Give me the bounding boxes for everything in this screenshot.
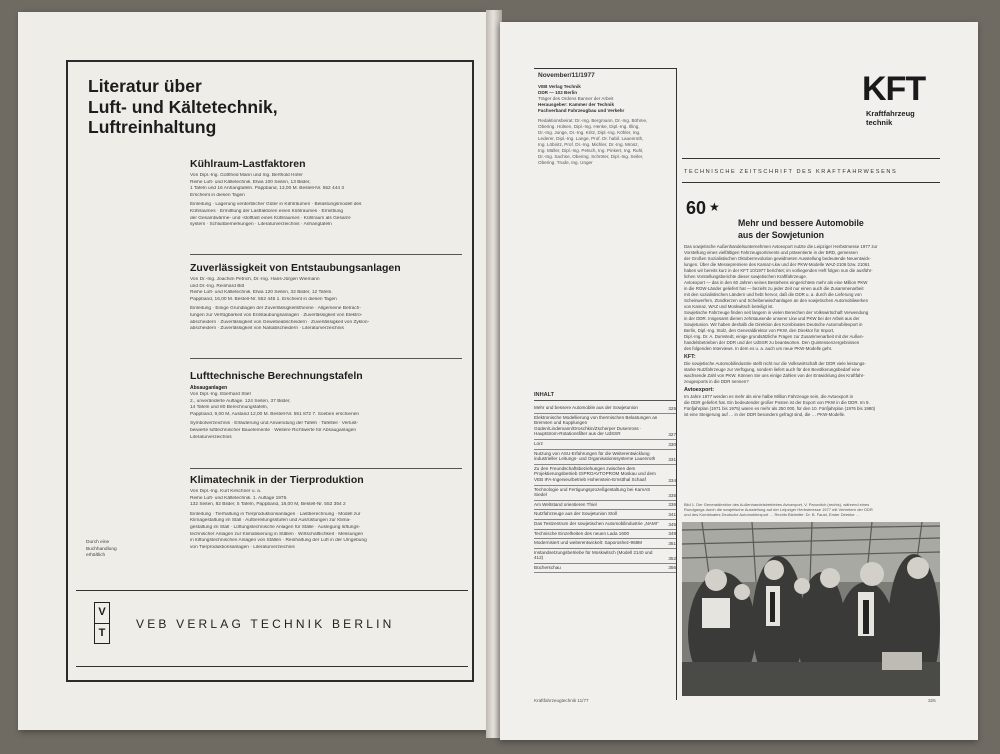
toc-entry-title: Nutzung von ASU-Erfahrungen für die Weiterentwicklung industrieller Leitungs- und Organisationssysteme Lauenroth	[534, 450, 656, 462]
toc-entry	[534, 564, 676, 574]
imprint-line: Lederer, Dipl.-Ing. Lange, Prof. Dr. habil. Lauenroth,	[538, 136, 644, 141]
imprint-line: Ing. Löbnitz, Prof. Dr.-Ing. Michler, Dr.-Ing. Mrosz,	[538, 142, 639, 147]
toc-entry	[534, 414, 676, 440]
text-line: Sowjetische Fahrzeuge finden seit langem in vielen Bereichen der Volkswirtschaft Verwendung	[684, 310, 869, 315]
order-note: Durch eine Buchhandlung erhältlich	[86, 540, 117, 559]
right-page	[500, 22, 978, 740]
photo-caption	[684, 502, 940, 517]
toc-entry-page: 334	[668, 477, 676, 483]
book-description	[190, 489, 462, 551]
text-line: Von Dipl.-Ing. Kurt Kirschner u. a.	[190, 489, 262, 494]
text-line: zeugexports in die DDR nennen?	[684, 379, 749, 384]
toc-entry-page: 345	[668, 521, 676, 527]
text-line: abscheidern · Zuverlässigkeit von Gewebeabscheidern · Zuverlässigkeit von Zyklon-	[190, 319, 370, 325]
text-line: handelsbetrieben der DDR und der UdSSR zu beantworten. Den Quintessenzergebnissen	[684, 340, 860, 345]
text-line: wachsende Zahl von PKW. Können Sie uns einige Zahlen von der Entwicklung des Kraftfahr-	[684, 373, 865, 378]
book-entry	[190, 370, 462, 441]
magazine-logo: KFT	[862, 70, 926, 108]
footer-journal: Kraftfahrzeugtechnik 11/77	[534, 698, 589, 703]
toc-entry-title: Zu den Freundschaftsbeziehungen zwischen dem Projektierungsbetrieb GIPROAVTOPROM Moskau und dem VEB IFA-Ingenieurbetrieb Hohenstein-Ernstthal Schaaf	[534, 465, 656, 482]
text-line: Scheinwerfern, Zündkerzen und Scheibenwischanlagen an den sowjetischen Automobilwerken	[684, 298, 869, 303]
text-line: in die RGW-Länder geliefert hat — bezieht zu jeder Zeit nur einen auch die Zusammenarbeit	[684, 286, 864, 291]
text-line: Einleitung · Einige Grundlagen der Zuverlässigkeitstheorie · Allgemeine Betrach-	[190, 306, 361, 312]
book-title: Zuverlässigkeit von Entstaubungsanlagen	[190, 262, 401, 274]
toc-entry	[534, 440, 676, 450]
toc-entry-title: Elektronische Modellierung von thermischen Belastungen an Bremsen und Kupplungen Güden/Lindemann/Droschkin/Zscherper Dusenross · Hauptstrom-Rotationsfilter aus der UdSSR	[534, 414, 658, 437]
text-line: Von Dr.-Ing. Joachim Petrich, Dr.-Ing. Hans-Jürgen Wiemann	[190, 277, 320, 282]
text-line: von Tierproduktionsanlagen · Literaturverzeichnis	[190, 544, 295, 550]
text-line: Das sowjetische Außenhandelsunternehmen Avtoexport nutzte die Leipziger Herbstmesse 1977 zur	[684, 244, 878, 249]
text-line: tungen zur Verfügbarkeit von Entstaubungsanlagen · Zuverlässigkeit von Elektro-	[190, 312, 363, 318]
text-line: system · Schlußbemerkungen · Literaturverzeichnis · Anhangtafeln	[190, 222, 332, 228]
text-line: Klimagestaltung im Stall · Aufbereitungsstufen und Ausrüstungen zur Klima-	[190, 518, 351, 524]
imprint-line: Dr.-Ing. Junge, Dr.-Ing. Kritz, Dipl.-Ing. Köhler, Ing.	[538, 130, 641, 135]
page-number: 325	[928, 698, 936, 703]
divider	[76, 590, 468, 591]
text-line: ist eine Steigerung auf … in der DDR besonders gefragt sind, die … PKW-Modelle.	[684, 412, 846, 417]
divider	[76, 666, 468, 667]
text-line: Einleitung · Lagerung verderblicher Güter in Kühlräumen · Belastungsmodell des	[190, 202, 362, 208]
imprint-line: Obering. Hülsen, Dipl.-Ing. Henke, Dipl.-Ing. Illing,	[538, 124, 640, 129]
text-line: Pappband, 9,00 M, Ausland 12,00 M. Bestell-Nr. 551 872 7. Soeben erschienen	[190, 411, 360, 417]
toc-entry	[534, 465, 676, 486]
book-entry	[190, 474, 462, 551]
divider	[190, 468, 462, 469]
text-line: starke Nutzfahrzeuge zur Verfügung, sondern liefert auch für den Bevölkerungsbedarf eine	[684, 367, 860, 372]
text-line: Reihe Luft- und Kältetechnik. Etwa 100 Seiten, 13 Bilder,	[190, 179, 311, 185]
text-line: Bild 1. Der Generaldirektor des Außenhandelsbetriebes Avtoexport, V. Panovitch (rechts), während eines	[684, 502, 870, 507]
publisher-name: VEB VERLAG TECHNIK BERLIN	[136, 617, 395, 631]
imprint-line: Fachverband Fahrzeugbau und Verkehr	[538, 108, 625, 113]
book-description	[190, 277, 462, 333]
toc-entry-title: Bücherschau	[534, 564, 561, 570]
text-line: haben wir bereits kurz in der KFT 10/1977 berichtet; im vorliegenden Heft folgen nun die ausführ-	[684, 268, 873, 273]
toc-entry-page: 335	[668, 492, 676, 498]
magazine-tagline: TECHNISCHE ZEITSCHRIFT DES KRAFTFAHRWESENS	[684, 169, 898, 175]
book-advertisement	[66, 60, 474, 682]
toc-entry-title: Das Testzentrum der sowjetischen Automobilindustrie „NAMI“	[534, 520, 659, 526]
divider	[682, 158, 940, 159]
text-line: Symbolverzeichnis · Erläuterung und Anwendung der Tafeln · Tafelteil · Verlust-	[190, 421, 359, 427]
toc-entry-title: Nutzfahrzeuge aus der Sowjetunion Stoll	[534, 511, 617, 517]
interview-answer-label: Avtoexport:	[684, 387, 715, 393]
book-description	[190, 392, 462, 441]
toc-entry-title: Mehr und bessere Automobile aus der Sowjetunion	[534, 405, 638, 410]
imprint-line: VEB Verlag Technik	[538, 84, 581, 89]
toc-heading: INHALT	[534, 392, 676, 401]
text-line: Dipl.-Ing. Dr. A. Dumstedt, einige grundsätzliche Fragen zur Zusammenarbeit mit der Außen-	[684, 334, 864, 339]
text-line: mit den sozialistischen Ländern und hebt hervor, daß die DDR u. a. durch die Lieferung von	[684, 292, 862, 297]
left-page	[18, 12, 488, 730]
text-line: Die sowjetische Automobilindustrie stellt nicht nur die Volkswirtschaft der DDR viele leistungs-	[684, 361, 866, 366]
toc-entry-page: 341	[668, 511, 676, 517]
text-line: Reihe Luft- und Kältetechnik. 1. Auflage 1976.	[190, 495, 288, 501]
text-line: der Großen Sozialistischen Oktoberrevolution gewidmeten Ausstellung bedeutende Neuentwick-	[684, 256, 871, 261]
toc-entry-page: 327	[668, 431, 676, 437]
toc-entry	[534, 404, 676, 414]
divider	[534, 68, 676, 69]
news-photo	[682, 522, 940, 696]
text-line: Kühlraumes · Ermittlung der Lastfaktoren eines Kühlraumes · Ermittlung	[190, 208, 344, 214]
text-line: Rundgangs durch die sowjetische Ausstellung auf der Leipziger Herbstmesse 1977 mit Vertretern der DDR	[684, 507, 873, 512]
text-line: 2., unveränderte Auflage. 124 Seiten, 37 Bilder,	[190, 398, 291, 404]
text-line: Erscheint in diesen Tagen	[190, 192, 245, 198]
text-line: abscheidern · Zuverlässigkeit von Naßabscheidern · Literaturverzeichnis	[190, 326, 344, 332]
text-line: Berlin, Dipl.-Ing. Stolz, den Generaldirektor von PKW, den Direktor für Import,	[684, 328, 835, 333]
text-line: technischer Anlagen zur Klimatisierung in Ställen · Wirtschaftlichkeit · Messungen	[190, 531, 364, 537]
book-title: Kühlraum-Lastfaktoren	[190, 158, 306, 170]
text-line: Von Dipl.-Ing. Gottfried Mann und Ing. Berthold Hofer	[190, 173, 303, 178]
toc-entry-title: Instandsetzungsbetriebe für Moskwitsch (Modell 2140 und 412)	[534, 549, 653, 561]
book-subtitle: Absauganlagen	[190, 385, 228, 391]
text-line: in lüftungstechnischen Anlagen von Ställen · Reinhaltung der Luft in der Umgebung	[190, 538, 367, 544]
table-of-contents	[534, 392, 676, 573]
toc-entry-page: 330	[668, 441, 676, 447]
imprint-line: Redaktionsbeirat: Dr.-Ing. Bergmann, Dr.-Ing. Böhme,	[538, 118, 648, 123]
book-entry	[190, 262, 462, 333]
toc-entry-title: Lorz	[534, 440, 543, 446]
text-line: gestaltung im Stall · Lüftungstechnische Anlagen für Ställe · Auslegung lüftungs-	[190, 524, 361, 530]
toc-entry	[534, 549, 676, 564]
toc-entry-page: 336	[668, 502, 676, 508]
toc-entry-title: Am Weltstand orientieren Thiel	[534, 501, 597, 507]
text-line: des folgenden Interviews. In dem es u. a. auch um neue PKW-Modelle geht.	[684, 346, 833, 351]
text-line: 132 Seiten, 82 Bilder, 5 Tafeln, Pappband, 18,00 M, Bestell-Nr. 552 354 2	[190, 502, 346, 508]
text-line: von Kamaz, WAZ und Moskwitsch beteiligt ist.	[684, 304, 774, 309]
divider	[682, 182, 940, 183]
publisher-logo: V T	[94, 602, 110, 644]
interview-question-label: KFT:	[684, 354, 696, 360]
book-title: Klimatechnik in der Tierproduktion	[190, 474, 364, 486]
imprint-line: Ing. Müller, Dipl.-Ing. Petsch, Ing. Pinkert, Ing. Ruhl,	[538, 148, 644, 153]
text-line: 14 Tafeln und 80 Berechnungstafeln,	[190, 405, 269, 411]
toc-entry-page: 331	[668, 456, 676, 462]
text-line: der Gesamtwärme- und -stofflast eines Kühlraumes · Kühlraum als Gesamt-	[190, 215, 352, 221]
text-line: Einleitung · Tierhaltung in Tierproduktionsanlagen · Lastberechnung · Modell zur	[190, 511, 361, 517]
book-title: Lufttechnische Berechnungstafeln	[190, 370, 363, 382]
toc-entry	[534, 530, 676, 540]
toc-entry-page: 351	[668, 540, 676, 546]
imprint-line: Träger des Ordens Banner der Arbeit	[538, 96, 614, 101]
toc-entry-title: Technologie und Fertigungsprozeßgestaltung bei KamAS Siedel	[534, 486, 651, 498]
text-line: die DDR geliefert hat. Ein bedeutender großer Posten ist der Export von PKW in die DDR. Im 9.	[684, 400, 870, 405]
toc-entry-page: 349	[668, 531, 676, 537]
imprint-line: Herausgeber: Kammer der Technik	[538, 102, 614, 107]
text-line: Vorstellung eines vielfältigen Fahrzeugsortiments und präsentierte in der BRD, gemessen	[684, 250, 858, 255]
text-line: in der DDR. Insgesamt dienen zehntausende unserer Lkw und PKW bei der Arbeit aus der	[684, 316, 860, 321]
text-line: lungen. Über die Messepremiere des Kamaz-Lkw und der PKW-Modelle WAZ-2106 bzw. 21061	[684, 262, 870, 267]
article-headline: Mehr und bessere Automobile aus der Sowjetunion	[738, 218, 864, 240]
toc-entry	[534, 450, 676, 465]
text-line: Reihe Luft- und Kältetechnik. Etwa 120 Seiten, 32 Bilder, 12 Tafeln.	[190, 290, 333, 296]
text-line: beiwerte lufttechnischer Bauelemente · Weitere Richtwerte für Absauganlagen	[190, 427, 357, 433]
star-icon: ★	[709, 200, 720, 214]
text-line: Sowjetunion. Wir haben deshalb die Direktion des Kombinates Deutsche Automobilexport in	[684, 322, 863, 327]
toc-entry-title: Technische Einzelheiten des neuen Lada 1600	[534, 530, 630, 536]
book-description	[190, 173, 462, 229]
toc-entry	[534, 486, 676, 501]
article-body	[684, 244, 940, 418]
anniversary-badge: 60 ★	[686, 198, 720, 218]
text-line: 1 Tafeln und 16 Anhangtafeln. Pappband, 13,00 M. Bestell-Nr. 552 444 3	[190, 186, 345, 192]
toc-entry-page: 352	[668, 555, 676, 561]
text-line: Im Jahre 1977 werden es mehr als eine halbe Million Fahrzeuge sein, die Avtoexport in	[684, 394, 854, 399]
toc-entry	[534, 539, 676, 549]
toc-entry	[534, 510, 676, 520]
magazine-subtitle: Kraftfahrzeug technik	[866, 109, 915, 127]
toc-entry	[534, 501, 676, 511]
text-line: Fünfjahrplan (1971 bis 1975) waren es mehr als 250 000, für den 10. Fünfjahrplan (1976 bis 1980)	[684, 406, 876, 411]
divider	[190, 358, 462, 359]
book-entry	[190, 158, 462, 229]
text-line: Von Dipl.-Ing. Eberhard Stief	[190, 392, 251, 397]
text-line: Pappband, 16,00 M. Bestell-Nr. 552 445 1. Erscheint in diesen Tagen	[190, 296, 337, 302]
imprint-line: Obering. Trude, Ing. Unger	[538, 160, 593, 165]
imprint-line: DDR — 102 Berlin	[538, 90, 578, 95]
text-line: Avtoexport — das in den 60 Jahren seines Bestehens eingerichtete mehr als eine Million PKW	[684, 280, 868, 285]
ad-title: Literatur über Luft- und Kältetechnik, Luftreinhaltung	[88, 76, 278, 137]
text-line: Literaturverzeichnis	[190, 434, 232, 440]
text-line: lichen Vorstellungsberichte dieser sowjetischen Kraftfahrzeuge.	[684, 274, 808, 279]
text-line: und des Kombinates Deutsche Automobilexport … Rechts Bildmitte: Dr. B. Faust, Erster Direktor …	[684, 512, 860, 517]
issue-date: November/11/1977	[538, 72, 595, 79]
imprint	[538, 84, 678, 166]
divider	[190, 254, 462, 255]
toc-entry-page: 356	[668, 565, 676, 571]
text-line: und Dr.-Ing. Reinhard Bitt	[190, 283, 245, 289]
toc-entry-page: 325	[668, 405, 676, 411]
toc-entry-title: Modernisiert und weiterentwickelt: Saporoshez-968M	[534, 540, 643, 546]
imprint-line: Dr.-Ing. Sachse, Obering. Schröter, Dipl.-Ing. Seiler,	[538, 154, 644, 159]
toc-entry	[534, 520, 676, 530]
